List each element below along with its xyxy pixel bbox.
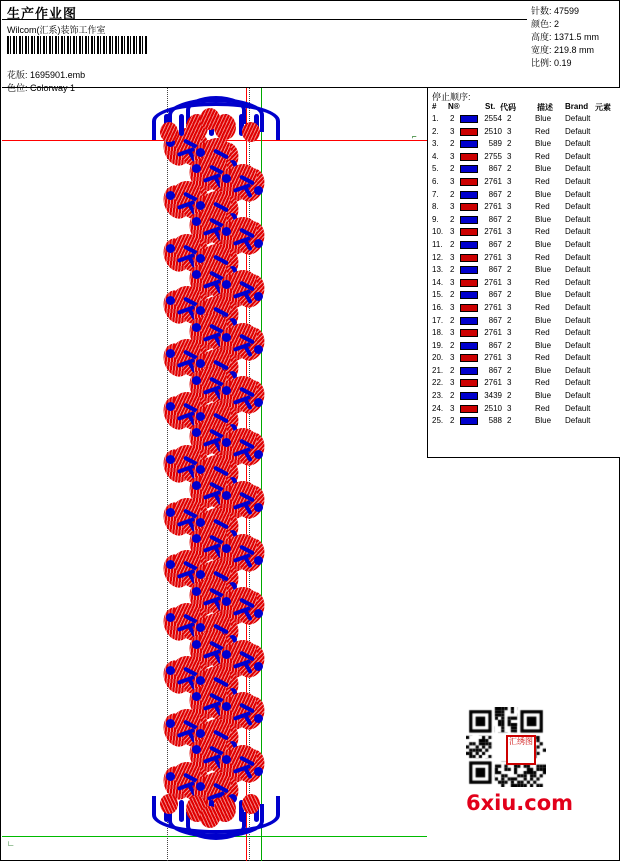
row-index: 10.	[432, 227, 444, 237]
file-label: 花版:	[7, 70, 28, 80]
row-needle: 3	[450, 227, 455, 237]
file-value: 1695901.emb	[30, 70, 86, 80]
row-needle: 3	[450, 378, 455, 388]
row-code: 3	[507, 126, 512, 136]
row-index: 17.	[432, 315, 444, 325]
color-swatch	[460, 128, 478, 136]
row-description: Red	[535, 277, 550, 287]
row-brand: Default	[565, 403, 591, 413]
row-brand: Default	[565, 265, 591, 275]
table-row	[432, 365, 617, 378]
table-row	[432, 390, 617, 403]
design-canvas	[2, 88, 427, 861]
row-needle: 2	[450, 265, 455, 275]
row-brand: Default	[565, 189, 591, 199]
color-swatch	[460, 203, 478, 211]
row-description: Red	[535, 353, 550, 363]
color-swatch	[460, 342, 478, 350]
stitches-value: 47599	[554, 6, 580, 16]
row-needle: 2	[450, 315, 455, 325]
title-bar	[2, 2, 527, 20]
row-code: 2	[507, 416, 512, 426]
row-stitches: 2554	[484, 114, 502, 123]
row-needle: 3	[450, 302, 455, 312]
row-description: Blue	[535, 239, 552, 249]
color-swatch	[460, 228, 478, 236]
row-stitches: 867	[488, 214, 502, 224]
row-stitches: 867	[488, 365, 502, 375]
color-swatch	[460, 417, 478, 425]
specs-panel	[527, 2, 620, 88]
row-stitches: 2510	[484, 403, 502, 413]
height-label: 高度:	[531, 32, 552, 42]
brand-watermark: 6xiu.com	[466, 791, 574, 815]
row-description: Red	[535, 252, 550, 262]
color-swatch	[460, 367, 478, 375]
row-index: 12.	[432, 252, 444, 262]
row-description: Red	[535, 378, 550, 388]
row-index: 20.	[432, 353, 444, 363]
row-stitches: 2761	[484, 353, 502, 363]
row-index: 14.	[432, 277, 444, 287]
row-description: Blue	[535, 114, 552, 123]
row-description: Red	[535, 126, 550, 136]
colorway-label: 色位:	[7, 83, 28, 93]
row-index: 3.	[432, 139, 439, 149]
color-swatch	[460, 279, 478, 287]
row-stitches: 2761	[484, 252, 502, 262]
row-brand: Default	[565, 151, 591, 161]
row-brand: Default	[565, 353, 591, 363]
row-index: 22.	[432, 378, 444, 388]
row-brand: Default	[565, 365, 591, 375]
row-stitches: 2510	[484, 126, 502, 136]
seal-icon: 汇绣图	[506, 735, 536, 765]
row-index: 19.	[432, 340, 444, 350]
row-code: 3	[507, 277, 512, 287]
color-swatch	[460, 153, 478, 161]
row-code: 2	[507, 189, 512, 199]
row-index: 2.	[432, 126, 439, 136]
table-row	[432, 201, 617, 214]
row-description: Blue	[535, 365, 552, 375]
table-row	[432, 189, 617, 202]
row-needle: 2	[450, 290, 455, 300]
row-needle: 3	[450, 277, 455, 287]
row-description: Blue	[535, 391, 552, 401]
color-swatch	[460, 405, 478, 413]
row-needle: 3	[450, 403, 455, 413]
row-needle: 2	[450, 214, 455, 224]
row-stitches: 867	[488, 239, 502, 249]
stop-sequence-rows	[432, 113, 617, 428]
row-code: 3	[507, 378, 512, 388]
row-brand: Default	[565, 126, 591, 136]
row-code: 3	[507, 202, 512, 212]
row-needle: 2	[450, 365, 455, 375]
row-description: Blue	[535, 340, 552, 350]
color-swatch	[460, 379, 478, 387]
row-description: Blue	[535, 189, 552, 199]
table-row	[432, 138, 617, 151]
table-row	[432, 403, 617, 416]
row-needle: 2	[450, 164, 455, 174]
row-code: 3	[507, 403, 512, 413]
row-description: Blue	[535, 290, 552, 300]
row-description: Red	[535, 328, 550, 338]
row-index: 25.	[432, 416, 444, 426]
col-index: #	[432, 102, 437, 111]
row-stitches: 867	[488, 315, 502, 325]
row-stitches: 3439	[484, 391, 502, 401]
row-brand: Default	[565, 239, 591, 249]
corner-mark-top: ⌐	[412, 132, 417, 141]
row-brand: Default	[565, 290, 591, 300]
design-info-block	[2, 20, 527, 93]
row-index: 13.	[432, 265, 444, 275]
row-brand: Default	[565, 164, 591, 174]
row-needle: 3	[450, 353, 455, 363]
table-row	[432, 415, 617, 428]
row-needle: 3	[450, 252, 455, 262]
row-stitches: 2755	[484, 151, 502, 161]
col-brand: Brand	[565, 102, 589, 111]
row-brand: Default	[565, 277, 591, 287]
row-index: 9.	[432, 214, 439, 224]
row-code: 3	[507, 302, 512, 312]
table-row	[432, 264, 617, 277]
table-row	[432, 113, 617, 126]
row-code: 3	[507, 252, 512, 262]
table-row	[432, 289, 617, 302]
row-brand: Default	[565, 139, 591, 149]
row-needle: 2	[450, 416, 455, 426]
color-swatch	[460, 254, 478, 262]
stitches-label: 针数:	[531, 6, 552, 16]
table-row	[432, 315, 617, 328]
row-description: Blue	[535, 265, 552, 275]
row-code: 3	[507, 227, 512, 237]
row-code: 2	[507, 365, 512, 375]
ornament-cap	[142, 96, 282, 148]
stop-sequence-title: 停止顺序:	[432, 92, 471, 102]
color-swatch	[460, 115, 478, 123]
row-stitches: 867	[488, 164, 502, 174]
row-index: 1.	[432, 114, 439, 123]
row-stitches: 589	[488, 139, 502, 149]
row-stitches: 2761	[484, 202, 502, 212]
row-description: Red	[535, 403, 550, 413]
row-description: Blue	[535, 315, 552, 325]
row-description: Blue	[535, 416, 552, 426]
row-brand: Default	[565, 214, 591, 224]
table-row	[432, 226, 617, 239]
col-description: 描述	[537, 103, 553, 112]
row-index: 8.	[432, 202, 439, 212]
row-stitches: 2761	[484, 378, 502, 388]
row-description: Red	[535, 202, 550, 212]
table-row	[432, 252, 617, 265]
row-description: Red	[535, 227, 550, 237]
row-brand: Default	[565, 114, 591, 123]
row-index: 7.	[432, 189, 439, 199]
color-swatch	[460, 266, 478, 274]
col-stitches: St.	[485, 102, 496, 111]
color-swatch	[460, 140, 478, 148]
table-row	[432, 239, 617, 252]
scale-value: 0.19	[554, 58, 572, 68]
row-brand: Default	[565, 202, 591, 212]
row-description: Blue	[535, 139, 552, 149]
row-needle: 2	[450, 340, 455, 350]
color-swatch	[460, 291, 478, 299]
row-description: Red	[535, 151, 550, 161]
table-row	[432, 126, 617, 139]
row-brand: Default	[565, 315, 591, 325]
row-stitches: 588	[488, 416, 502, 426]
studio-name: Wilcom(汇系)装饰工作室	[7, 25, 106, 35]
row-code: 2	[507, 114, 512, 123]
row-index: 6.	[432, 176, 439, 186]
row-code: 3	[507, 151, 512, 161]
row-needle: 3	[450, 176, 455, 186]
row-needle: 2	[450, 239, 455, 249]
row-description: Red	[535, 176, 550, 186]
color-swatch	[460, 392, 478, 400]
row-stitches: 2761	[484, 277, 502, 287]
color-swatch	[460, 329, 478, 337]
row-index: 21.	[432, 365, 444, 375]
row-code: 2	[507, 265, 512, 275]
table-row	[432, 327, 617, 340]
row-needle: 3	[450, 202, 455, 212]
corner-mark-bottom: ∟	[7, 839, 15, 848]
row-needle: 2	[450, 139, 455, 149]
color-swatch	[460, 354, 478, 362]
table-row	[432, 352, 617, 365]
row-needle: 2	[450, 189, 455, 199]
row-code: 2	[507, 315, 512, 325]
row-brand: Default	[565, 176, 591, 186]
table-row	[432, 214, 617, 227]
row-brand: Default	[565, 302, 591, 312]
row-code: 2	[507, 214, 512, 224]
ornament-cap	[142, 788, 282, 840]
row-index: 18.	[432, 328, 444, 338]
color-swatch	[460, 178, 478, 186]
color-swatch	[460, 317, 478, 325]
row-description: Blue	[535, 164, 552, 174]
color-swatch	[460, 216, 478, 224]
row-index: 4.	[432, 151, 439, 161]
row-code: 2	[507, 239, 512, 249]
embroidery-motif-column	[152, 88, 272, 861]
height-value: 1371.5 mm	[554, 32, 600, 42]
row-code: 3	[507, 328, 512, 338]
color-swatch	[460, 165, 478, 173]
row-code: 2	[507, 391, 512, 401]
row-needle: 2	[450, 391, 455, 401]
stop-sequence-panel	[427, 88, 620, 458]
row-code: 2	[507, 139, 512, 149]
row-stitches: 867	[488, 340, 502, 350]
row-needle: 3	[450, 328, 455, 338]
scale-label: 比例:	[531, 58, 552, 68]
col-code: 代码	[500, 103, 516, 112]
row-code: 2	[507, 340, 512, 350]
row-stitches: 2761	[484, 227, 502, 237]
row-needle: 3	[450, 126, 455, 136]
row-code: 2	[507, 290, 512, 300]
colors-value: 2	[554, 19, 560, 29]
row-code: 2	[507, 164, 512, 174]
stop-sequence-header	[432, 102, 617, 113]
table-row	[432, 340, 617, 353]
col-needle: N®	[448, 102, 460, 111]
table-row	[432, 176, 617, 189]
row-code: 3	[507, 176, 512, 186]
row-description: Blue	[535, 214, 552, 224]
row-index: 16.	[432, 302, 444, 312]
row-stitches: 2761	[484, 302, 502, 312]
qr-code-block	[466, 707, 586, 787]
table-row	[432, 277, 617, 290]
row-brand: Default	[565, 227, 591, 237]
row-brand: Default	[565, 391, 591, 401]
row-code: 3	[507, 353, 512, 363]
row-index: 11.	[432, 239, 443, 249]
row-index: 23.	[432, 391, 444, 401]
row-stitches: 2761	[484, 176, 502, 186]
table-row	[432, 151, 617, 164]
table-row	[432, 163, 617, 176]
width-value: 219.8 mm	[554, 45, 595, 55]
row-stitches: 867	[488, 265, 502, 275]
colorway-value: Colorway 1	[30, 83, 76, 93]
row-index: 24.	[432, 403, 444, 413]
row-brand: Default	[565, 340, 591, 350]
row-needle: 2	[450, 114, 455, 123]
color-swatch	[460, 191, 478, 199]
table-row	[432, 302, 617, 315]
color-swatch	[460, 241, 478, 249]
row-needle: 3	[450, 151, 455, 161]
col-element: 元素	[595, 103, 611, 112]
barcode-image	[7, 36, 147, 54]
colors-label: 颜色:	[531, 19, 552, 29]
row-stitches: 867	[488, 189, 502, 199]
row-brand: Default	[565, 416, 591, 426]
page-title: 生产作业图	[7, 6, 78, 21]
row-brand: Default	[565, 252, 591, 262]
row-index: 5.	[432, 164, 439, 174]
row-stitches: 2761	[484, 328, 502, 338]
width-label: 宽度:	[531, 45, 552, 55]
row-brand: Default	[565, 378, 591, 388]
row-stitches: 867	[488, 290, 502, 300]
row-index: 15.	[432, 290, 444, 300]
table-row	[432, 377, 617, 390]
color-swatch	[460, 304, 478, 312]
row-description: Red	[535, 302, 550, 312]
row-brand: Default	[565, 328, 591, 338]
